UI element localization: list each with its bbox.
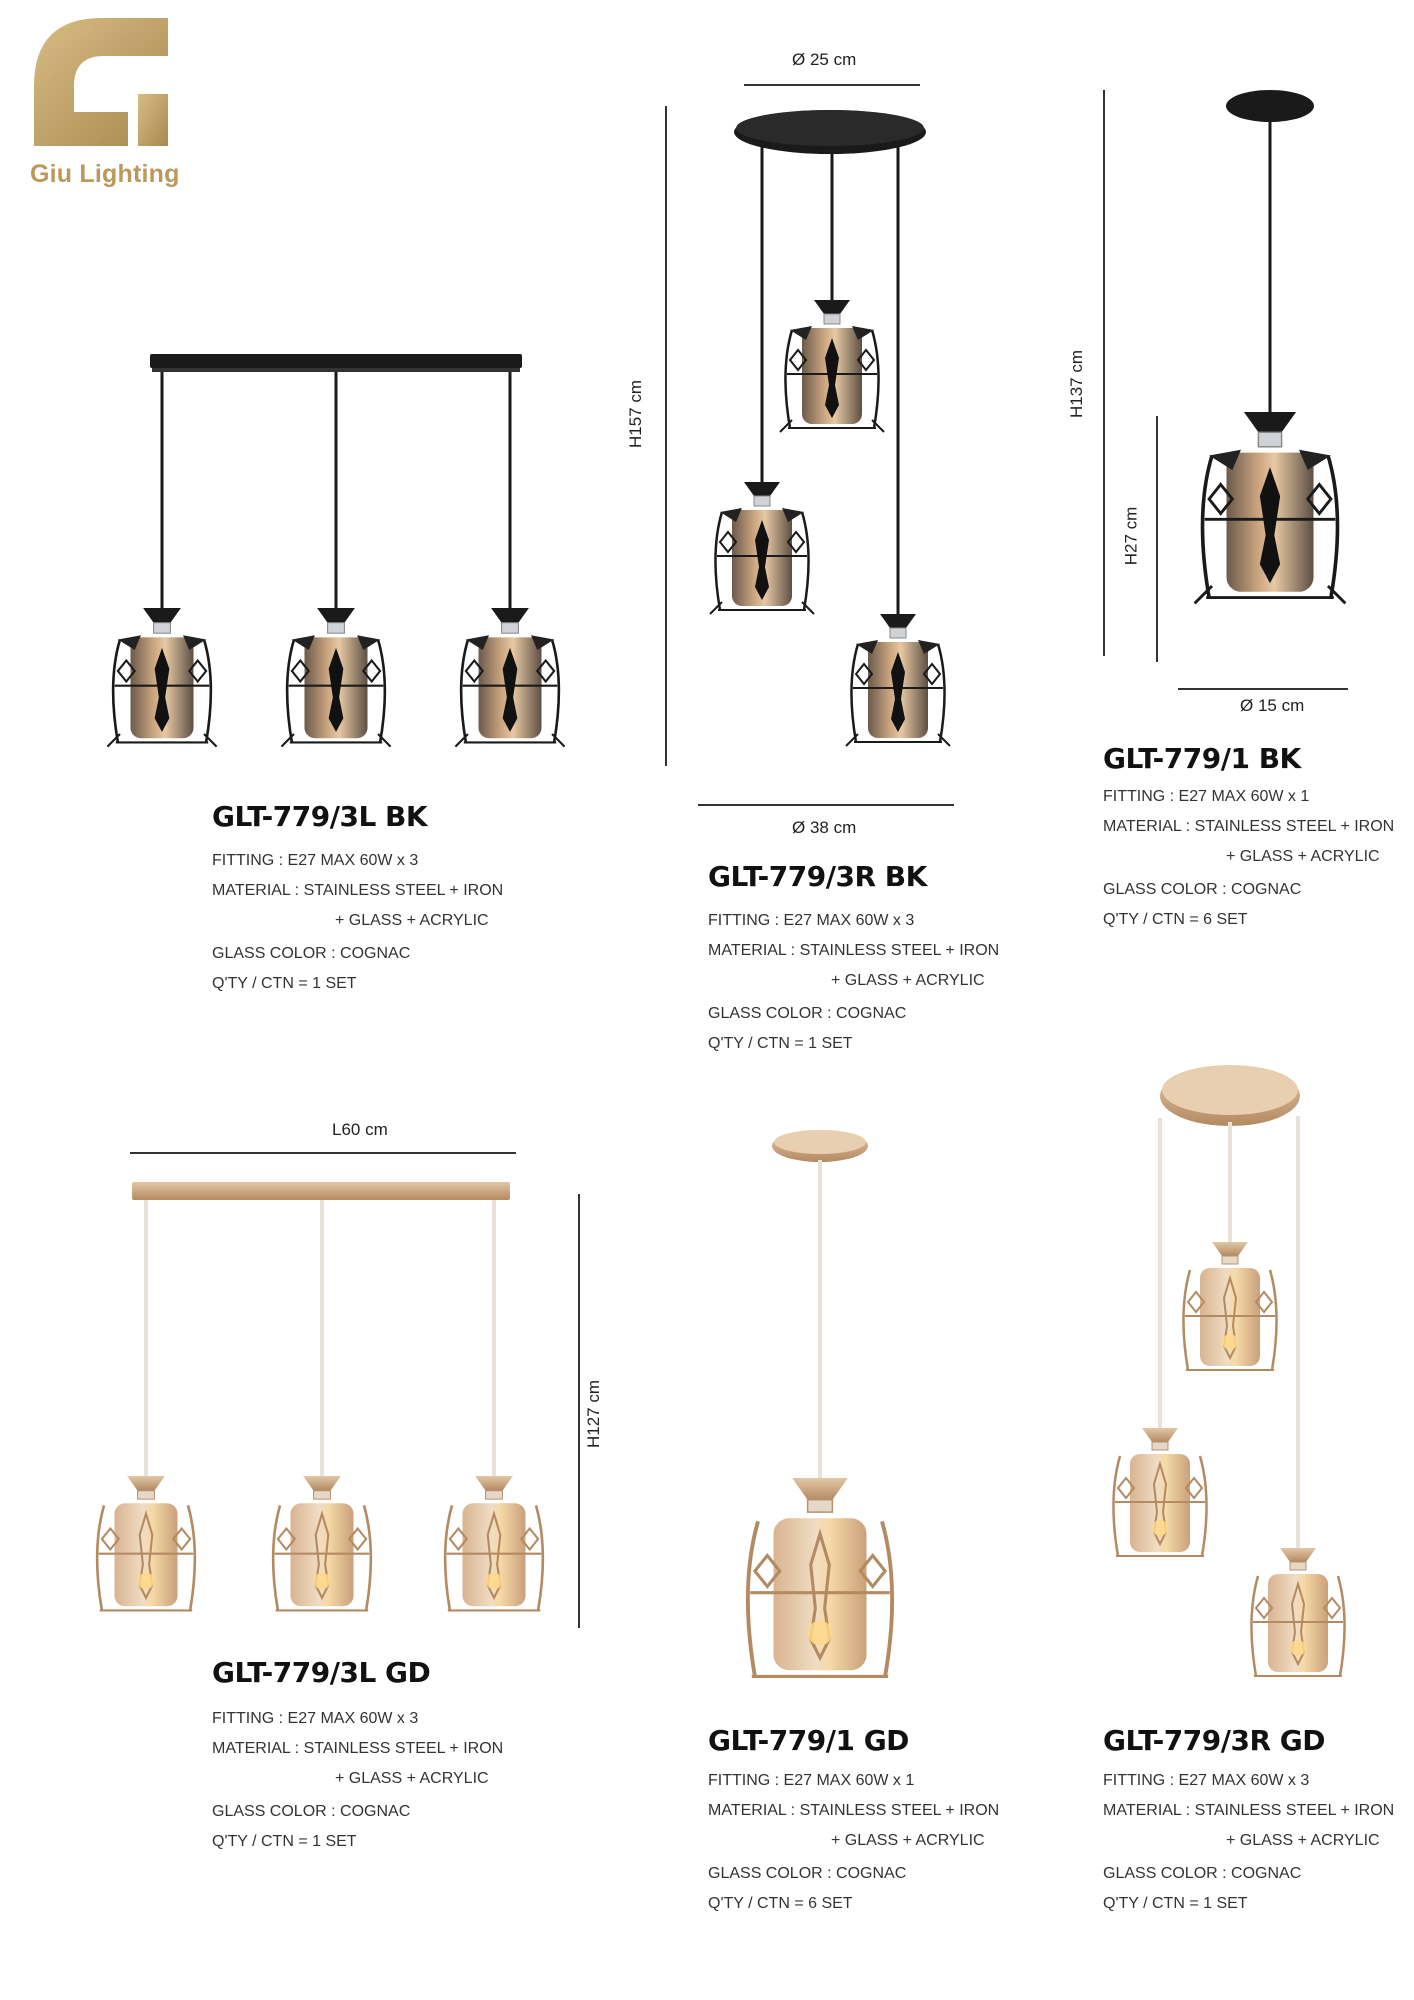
spec-qty: Q'TY / CTN = 1 SET: [212, 1833, 357, 1850]
model-name-3l-gd: GLT-779/3L GD: [212, 1656, 431, 1689]
dim-line-height-total-1-bk: [1103, 90, 1105, 656]
dim-height-shade-1-bk: H27 cm: [1121, 506, 1141, 566]
model-name-3r-bk: GLT-779/3R BK: [708, 860, 927, 893]
dim-line-height-shade-1-bk: [1156, 416, 1158, 662]
dim-length-3l-gd: L60 cm: [332, 1120, 388, 1139]
product-image-1-bk: [1180, 84, 1360, 684]
dim-height-total-1-bk: H137 cm: [1067, 349, 1087, 419]
spec-fitting: FITTING : E27 MAX 60W x 1: [1103, 788, 1310, 805]
model-name-3l-bk: GLT-779/3L BK: [212, 800, 428, 833]
spec-glass-color: GLASS COLOR : COGNAC: [1103, 881, 1302, 898]
dim-line-height-3l-gd: [578, 1194, 580, 1628]
spec-material-cont: + GLASS + ACRYLIC: [831, 972, 985, 989]
model-name-3r-gd: GLT-779/3R GD: [1103, 1724, 1325, 1757]
model-name-1-gd: GLT-779/1 GD: [708, 1724, 909, 1757]
spec-qty: Q'TY / CTN = 1 SET: [708, 1035, 853, 1052]
brand-name: Giu Lighting: [30, 160, 180, 188]
dim-line-height-3r-bk: [665, 106, 667, 766]
spec-glass-color: GLASS COLOR : COGNAC: [1103, 1865, 1302, 1882]
spec-block-3l-gd: [212, 1704, 503, 1857]
spec-fitting: FITTING : E27 MAX 60W x 3: [708, 912, 915, 929]
spec-qty: Q'TY / CTN = 1 SET: [1103, 1895, 1248, 1912]
dim-line-length-3l-gd: [130, 1152, 516, 1154]
dim-diameter-1-bk: Ø 15 cm: [1240, 696, 1305, 715]
spec-fitting: FITTING : E27 MAX 60W x 3: [212, 1710, 419, 1727]
spec-glass-color: GLASS COLOR : COGNAC: [708, 1005, 907, 1022]
spec-fitting: FITTING : E27 MAX 60W x 3: [212, 852, 419, 869]
dim-line-bottom-3r-bk: [698, 804, 954, 806]
spec-block-1-gd: [708, 1766, 999, 1919]
spec-block-3r-gd: [1103, 1766, 1394, 1919]
spec-material-cont: + GLASS + ACRYLIC: [335, 912, 489, 929]
spec-qty: Q'TY / CTN = 6 SET: [1103, 911, 1248, 928]
product-image-3r-gd: [1100, 1050, 1360, 1710]
dim-line-top-3r-bk: [744, 84, 920, 86]
product-image-1-gd: [720, 1124, 920, 1724]
dim-line-diameter-1-bk: [1178, 688, 1348, 690]
spec-block-1-bk: [1103, 782, 1394, 935]
spec-material: MATERIAL : STAINLESS STEEL + IRON: [1103, 818, 1395, 835]
spec-material: MATERIAL : STAINLESS STEEL + IRON: [212, 882, 504, 899]
spec-fitting: FITTING : E27 MAX 60W x 3: [1103, 1772, 1310, 1789]
spec-glass-color: GLASS COLOR : COGNAC: [708, 1865, 907, 1882]
spec-qty: Q'TY / CTN = 1 SET: [212, 975, 357, 992]
spec-material-cont: + GLASS + ACRYLIC: [831, 1832, 985, 1849]
spec-material: MATERIAL : STAINLESS STEEL + IRON: [708, 1802, 1000, 1819]
spec-material: MATERIAL : STAINLESS STEEL + IRON: [212, 1740, 504, 1757]
spec-glass-color: GLASS COLOR : COGNAC: [212, 945, 411, 962]
spec-fitting: FITTING : E27 MAX 60W x 1: [708, 1772, 915, 1789]
dim-top-diameter-3r-bk: Ø 25 cm: [792, 50, 857, 69]
spec-material-cont: + GLASS + ACRYLIC: [1226, 1832, 1380, 1849]
spec-qty: Q'TY / CTN = 6 SET: [708, 1895, 853, 1912]
spec-glass-color: GLASS COLOR : COGNAC: [212, 1803, 411, 1820]
logo-mark-icon: [28, 16, 178, 156]
spec-block-3l-bk: [212, 846, 503, 999]
dim-bottom-diameter-3r-bk: Ø 38 cm: [792, 818, 857, 837]
spec-block-3r-bk: [708, 906, 999, 1059]
product-image-3l-bk: [90, 340, 570, 780]
spec-material: MATERIAL : STAINLESS STEEL + IRON: [708, 942, 1000, 959]
spec-material: MATERIAL : STAINLESS STEEL + IRON: [1103, 1802, 1395, 1819]
spec-material-cont: + GLASS + ACRYLIC: [1226, 848, 1380, 865]
spec-material-cont: + GLASS + ACRYLIC: [335, 1770, 489, 1787]
product-image-3l-gd: [90, 1178, 570, 1648]
product-image-3r-bk: [700, 104, 960, 784]
dim-height-3l-gd: H127 cm: [584, 1379, 604, 1449]
dim-height-3r-bk: H157 cm: [626, 379, 646, 449]
model-name-1-bk: GLT-779/1 BK: [1103, 742, 1301, 775]
